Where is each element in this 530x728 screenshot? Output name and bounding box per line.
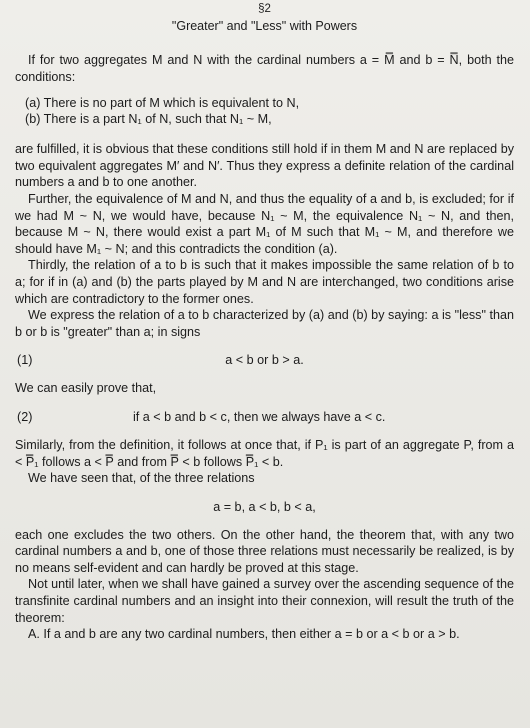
equation-3-text: a = b, a < b, b < a, <box>213 499 316 514</box>
paragraph-1: are fulfilled, it is obvious that these conditions still hold if in them M and N are replaced by two equivalent aggregates M′ and N′. Thus they express a definite relation of the cardinal numbers a and b to one another. <box>15 142 514 190</box>
section-title: "Greater" and "Less" with Powers <box>171 19 358 33</box>
equation-1 <box>15 350 514 370</box>
section-number: §2 <box>258 3 271 15</box>
paragraph-7: We have seen that, of the three relations <box>28 471 255 486</box>
equation-2-label: (2) <box>17 409 33 424</box>
paragraph-6: Similarly, from the definition, it follows at once that, if P₁ is part of an aggregate P, from a < P̿₁ follows a < P̿ and from P̿ < b follows P̿₁ < b. <box>15 437 514 469</box>
equation-2-text: if a < b and b < c, then we always have a < c. <box>133 409 386 424</box>
paragraph-4: We express the relation of a to b characterized by (a) and (b) by saying: a is "less" than b or b is "greater" than a; in signs <box>15 308 514 339</box>
paragraph-10: A. If a and b are any two cardinal numbers, then either a = b or a < b or a > b. <box>28 627 460 642</box>
paragraph-3: Thirdly, the relation of a to b is such that it makes impossible the same relation of b to a; for if in (a) and (b) the parts played by M and N are interchanged, two conditions arise which are contradictory to the former ones. <box>15 258 514 306</box>
intro-paragraph: If for two aggregates M and N with the cardinal numbers a = M̿ and b = N̿, both the conditions: <box>15 53 514 84</box>
condition-a: (a) There is no part of M which is equivalent to N, <box>25 96 300 111</box>
equation-3 <box>15 497 514 517</box>
paragraph-5: We can easily prove that, <box>15 381 157 396</box>
equation-1-label: (1) <box>17 353 33 368</box>
equation-1-text: a < b or b > a. <box>225 353 304 368</box>
equation-2 <box>15 407 514 427</box>
paragraph-8: each one excludes the two others. On the other hand, the theorem that, with any two cardinal numbers a and b, one of those three relations must necessarily be realized, is by no means self-evident and can hardly be proved at this stage. <box>15 527 514 575</box>
paragraph-2: Further, the equivalence of M and N, and thus the equality of a and b, is excluded; for if we had M ~ N, we would have, because N₁ ~ M, the equivalence N₁ ~ N, and then, because M ~ N, there would exist a part M₁ of M such that M₁ ~ M, and therefore we should have M₁ ~ N; and this contradicts the condition (a). <box>15 191 514 256</box>
paragraph-9: Not until later, when we shall have gained a survey over the ascending sequence of the transfinite cardinal numbers and an insight into their connexion, will result the truth of the theorem: <box>15 577 514 625</box>
condition-b: (b) There is a part N₁ of N, such that N₁ ~ M, <box>25 112 272 127</box>
